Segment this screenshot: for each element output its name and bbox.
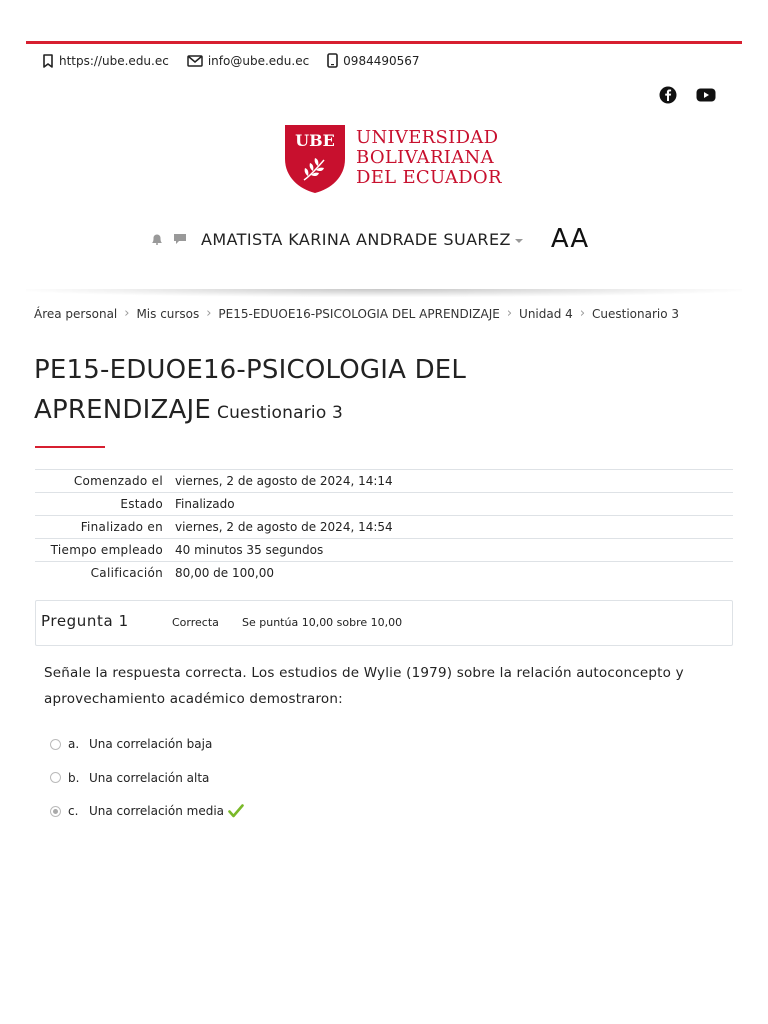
- user-navigation: [150, 224, 589, 254]
- question-state: Correcta: [172, 616, 219, 629]
- summary-value: viernes, 2 de agosto de 2024, 14:54: [169, 516, 733, 539]
- answer-options: [50, 735, 244, 836]
- breadcrumb-item-quiz[interactable]: Cuestionario 3: [592, 306, 680, 321]
- chevron-right-icon: ›: [206, 306, 212, 321]
- answer-option-a[interactable]: [50, 735, 244, 753]
- answer-letter: b.: [68, 770, 80, 785]
- page-title-line-1: PE15-EDUOE16-PSICOLOGIA DEL: [34, 355, 467, 385]
- summary-label: Comenzado el: [35, 470, 169, 493]
- envelope-icon: [187, 55, 203, 67]
- answer-text: Una correlación baja: [89, 737, 213, 751]
- notifications-button[interactable]: [150, 233, 163, 245]
- header-divider: [26, 289, 742, 297]
- website-link[interactable]: [42, 54, 169, 68]
- summary-row: [35, 539, 733, 562]
- logo-badge-text: UBE: [295, 131, 335, 150]
- mobile-phone-icon: [327, 53, 338, 68]
- chevron-right-icon: ›: [506, 306, 513, 321]
- summary-value: 80,00 de 100,00: [169, 562, 733, 585]
- chevron-right-icon: ›: [579, 306, 586, 321]
- answer-text: Una correlación alta: [89, 770, 210, 785]
- summary-label: Finalizado en: [35, 516, 169, 539]
- summary-row: [35, 493, 733, 516]
- email-link[interactable]: [187, 54, 309, 68]
- answer-option-b[interactable]: [50, 769, 244, 787]
- radio-button[interactable]: [50, 772, 61, 783]
- question-text: Señale la respuesta correcta. Los estudios de Wylie (1979) sobre la relación autoconcepto y aprovechamiento académico demostraron:: [44, 665, 684, 707]
- radio-button-selected[interactable]: [50, 806, 61, 817]
- contact-bar: [42, 53, 438, 68]
- summary-value: viernes, 2 de agosto de 2024, 14:14: [169, 470, 733, 493]
- question-info-box: [35, 600, 733, 646]
- answer-letter: c.: [68, 804, 79, 818]
- breadcrumb-item-course[interactable]: PE15-EDUOE16-PSICOLOGIA DEL APRENDIZAJE: [218, 306, 500, 321]
- university-logo[interactable]: [284, 124, 502, 194]
- breadcrumb-item-home[interactable]: Área personal: [34, 306, 118, 321]
- bookmark-icon: [42, 54, 54, 68]
- summary-label: Estado: [35, 493, 169, 516]
- website-text: https://ube.edu.ec: [59, 53, 169, 68]
- chevron-down-icon: [515, 239, 523, 243]
- summary-value: Finalizado: [169, 493, 733, 516]
- chat-bubble-icon: [173, 233, 187, 245]
- user-menu-toggle[interactable]: [201, 230, 523, 249]
- page-title-course: APRENDIZAJE: [34, 395, 211, 425]
- title-underline: [35, 446, 105, 448]
- summary-row: [35, 562, 733, 585]
- radio-button[interactable]: [50, 739, 61, 750]
- phone-text: 0984490567: [343, 53, 420, 68]
- facebook-icon[interactable]: [658, 85, 678, 105]
- youtube-icon[interactable]: [696, 85, 716, 105]
- breadcrumb-item-unit[interactable]: Unidad 4: [519, 306, 573, 321]
- logo-line-1: UNIVERSIDAD: [356, 127, 499, 148]
- summary-label: Tiempo empleado: [35, 539, 169, 562]
- answer-letter: a.: [68, 737, 80, 751]
- summary-value: 40 minutos 35 segundos: [169, 539, 733, 562]
- page-title: [34, 350, 466, 433]
- ube-shield-logo: [284, 124, 346, 194]
- chevron-right-icon: ›: [124, 306, 130, 321]
- logo-line-3: DEL ECUADOR: [356, 167, 502, 188]
- answer-text: Una correlación media: [89, 804, 225, 818]
- logo-wordmark: [356, 128, 502, 188]
- user-name: AMATISTA KARINA ANDRADE SUAREZ: [201, 229, 511, 249]
- messages-button[interactable]: [173, 233, 187, 245]
- page-title-line-2: [34, 390, 466, 433]
- breadcrumb: [34, 306, 679, 321]
- phone-link[interactable]: [327, 53, 419, 68]
- social-links: [640, 85, 716, 105]
- summary-row: [35, 470, 733, 493]
- summary-label: Calificación: [35, 562, 169, 585]
- summary-row: [35, 516, 733, 539]
- page-subtitle: Cuestionario 3: [217, 403, 344, 423]
- correct-check-icon: [228, 804, 244, 818]
- question-number: Pregunta 1: [41, 612, 129, 630]
- answer-option-c[interactable]: [50, 802, 244, 820]
- top-accent-line: [26, 41, 742, 44]
- attempt-summary-table: [35, 469, 733, 584]
- bell-icon: [150, 233, 163, 245]
- logo-line-2: BOLIVARIANA: [356, 147, 494, 168]
- breadcrumb-item-courses[interactable]: Mis cursos: [136, 306, 200, 321]
- email-text: info@ube.edu.ec: [207, 53, 310, 68]
- question-grade: Se puntúa 10,00 sobre 10,00: [242, 616, 403, 629]
- font-size-toggle[interactable]: AA: [550, 224, 590, 254]
